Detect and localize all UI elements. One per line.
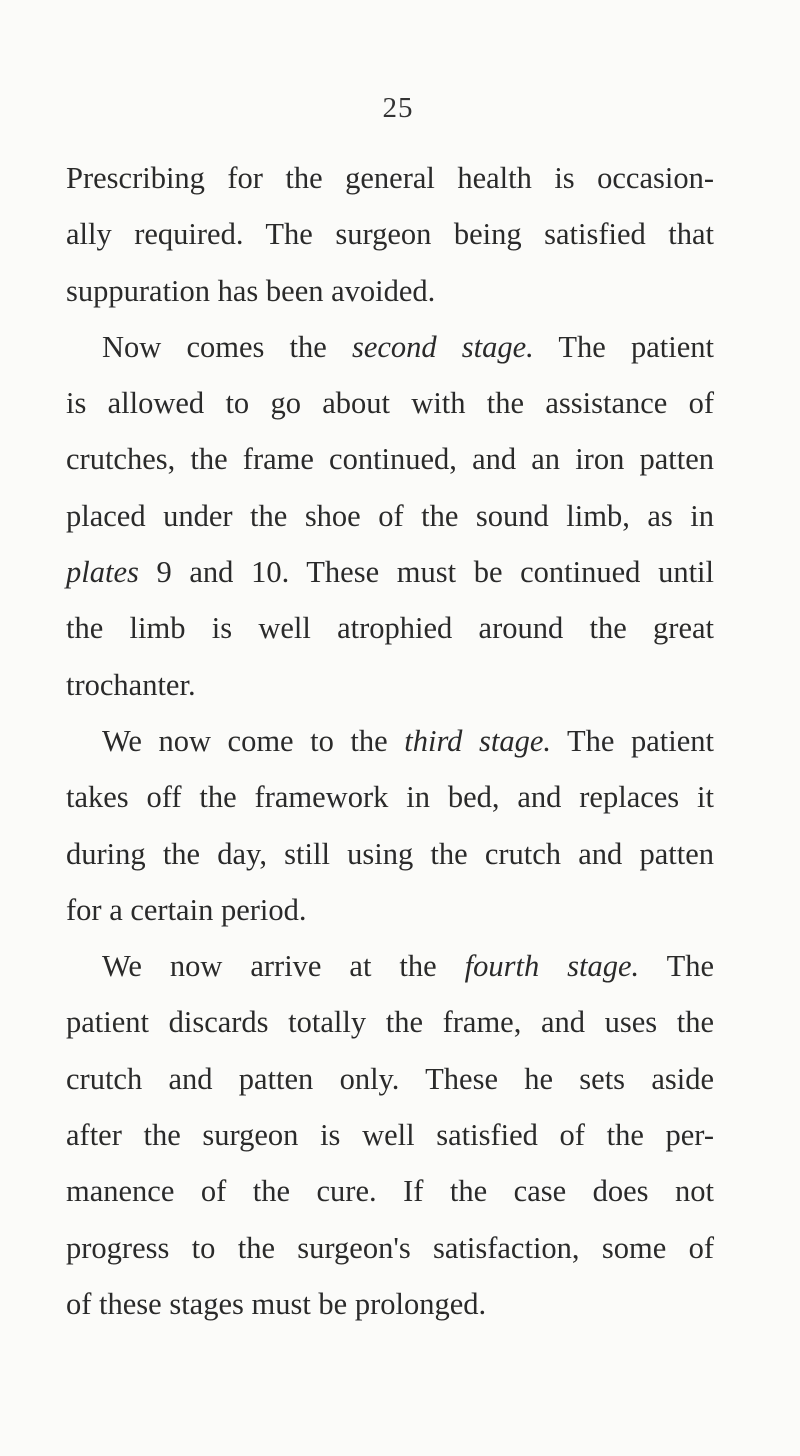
italic-run: plates: [66, 555, 139, 590]
italic-run: third stage.: [404, 723, 551, 758]
text-run: The: [639, 949, 715, 984]
text-line: is allowed to go about with the assistance of: [66, 386, 714, 421]
text-line: for a certain period.: [66, 892, 307, 927]
text-line: [66, 319, 714, 375]
text-run: 9 and 10. These must be continued until: [138, 555, 714, 590]
text-line: [66, 938, 714, 994]
text-run: Now comes the: [102, 329, 352, 364]
body-text: [66, 150, 714, 1332]
text-line: progress to the surgeon's satisfaction, some of: [66, 1230, 714, 1265]
text-run: We now come to the: [102, 723, 405, 758]
italic-run: second stage.: [351, 329, 534, 364]
text-line: during the day, still using the crutch and patten: [66, 836, 714, 871]
text-line: trochanter.: [66, 667, 196, 702]
text-line: patient discards totally the frame, and uses the: [66, 1005, 714, 1040]
text-line: [66, 544, 714, 600]
text-line: suppuration has been avoided.: [66, 273, 436, 308]
page-number: 25: [382, 92, 414, 124]
text-line: Prescribing for the general health is occasion-: [66, 161, 714, 195]
text-line: [66, 713, 714, 769]
text-line: takes off the framework in bed, and replaces it: [66, 780, 714, 815]
text-line: crutch and patten only. These he sets aside: [66, 1061, 714, 1096]
text-run: The patient: [551, 723, 714, 758]
text-run: The patient: [533, 329, 714, 364]
italic-run: fourth stage.: [464, 949, 640, 984]
text-line: crutches, the frame continued, and an iron patten: [66, 442, 714, 477]
text-line: ally required. The surgeon being satisfied that: [66, 217, 714, 252]
text-line: the limb is well atrophied around the great: [66, 611, 714, 646]
text-line: of these stages must be prolonged.: [66, 1286, 487, 1321]
text-line: manence of the cure. If the case does not: [66, 1174, 714, 1209]
text-line: after the surgeon is well satisfied of the per-: [66, 1118, 714, 1153]
text-run: We now arrive at the: [102, 949, 465, 984]
text-line: placed under the shoe of the sound limb, as in: [66, 498, 714, 533]
